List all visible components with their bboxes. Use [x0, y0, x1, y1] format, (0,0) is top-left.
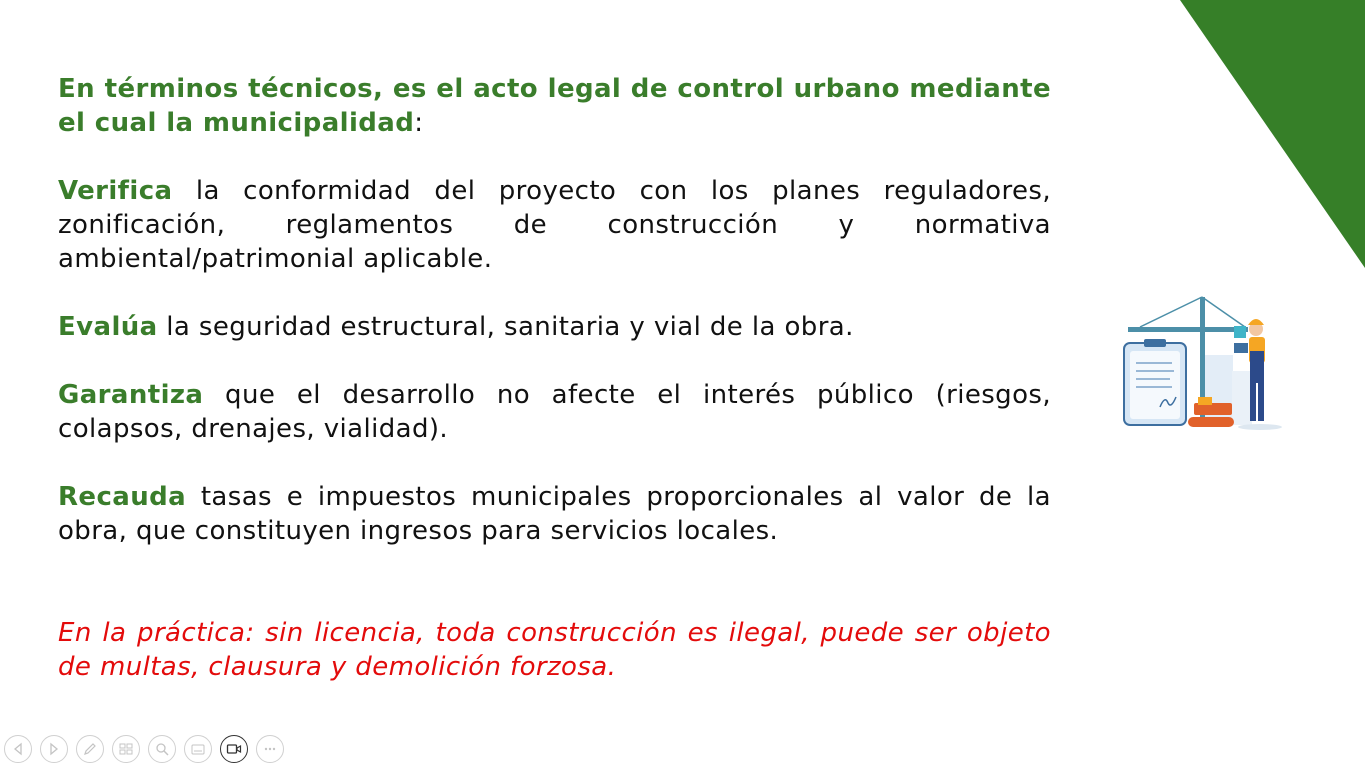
pen-icon — [82, 741, 98, 757]
practice-note: En la práctica: sin licencia, toda construcción es ilegal, puede ser objeto de multas, clausura y demolición forzosa. — [58, 618, 1051, 682]
construction-illustration — [1110, 293, 1286, 438]
zoom-button[interactable] — [148, 735, 176, 763]
item-keyword: Recauda — [58, 482, 187, 512]
subtitles-icon — [190, 741, 206, 757]
camera-button[interactable] — [220, 735, 248, 763]
corner-decoration — [1180, 0, 1365, 268]
camera-icon — [226, 741, 242, 757]
item-evalua — [58, 310, 1051, 344]
intro-heading: En términos técnicos, es el acto legal de control urbano mediante el cual la municipalidad — [58, 74, 1051, 138]
presentation-toolbar — [4, 733, 284, 765]
item-text: la conformidad del proyecto con los planes reguladores, zonificación, reglamentos de construcción y normativa ambiental/patrimonial aplicable. — [58, 176, 1051, 274]
subtitles-button[interactable] — [184, 735, 212, 763]
slides-icon — [118, 741, 134, 757]
slide-content — [58, 72, 1051, 718]
zoom-icon — [154, 741, 170, 757]
previous-icon — [10, 741, 26, 757]
intro-paragraph — [58, 72, 1051, 140]
item-text: tasas e impuestos municipales proporcionales al valor de la obra, que constituyen ingresos para servicios locales. — [58, 482, 1051, 546]
previous-button[interactable] — [4, 735, 32, 763]
more-icon — [262, 741, 278, 757]
slides-button[interactable] — [112, 735, 140, 763]
item-text: que el desarrollo no afecte el interés público (riesgos, colapsos, drenajes, vialidad). — [58, 380, 1051, 444]
pen-button[interactable] — [76, 735, 104, 763]
item-text: la seguridad estructural, sanitaria y vial de la obra. — [157, 312, 854, 342]
item-keyword: Garantiza — [58, 380, 204, 410]
next-button[interactable] — [40, 735, 68, 763]
next-icon — [46, 741, 62, 757]
intro-colon: : — [414, 108, 424, 138]
item-keyword: Verifica — [58, 176, 173, 206]
item-verifica — [58, 174, 1051, 276]
item-garantiza — [58, 378, 1051, 446]
item-keyword: Evalúa — [58, 312, 158, 342]
item-recauda — [58, 480, 1051, 548]
more-button[interactable] — [256, 735, 284, 763]
